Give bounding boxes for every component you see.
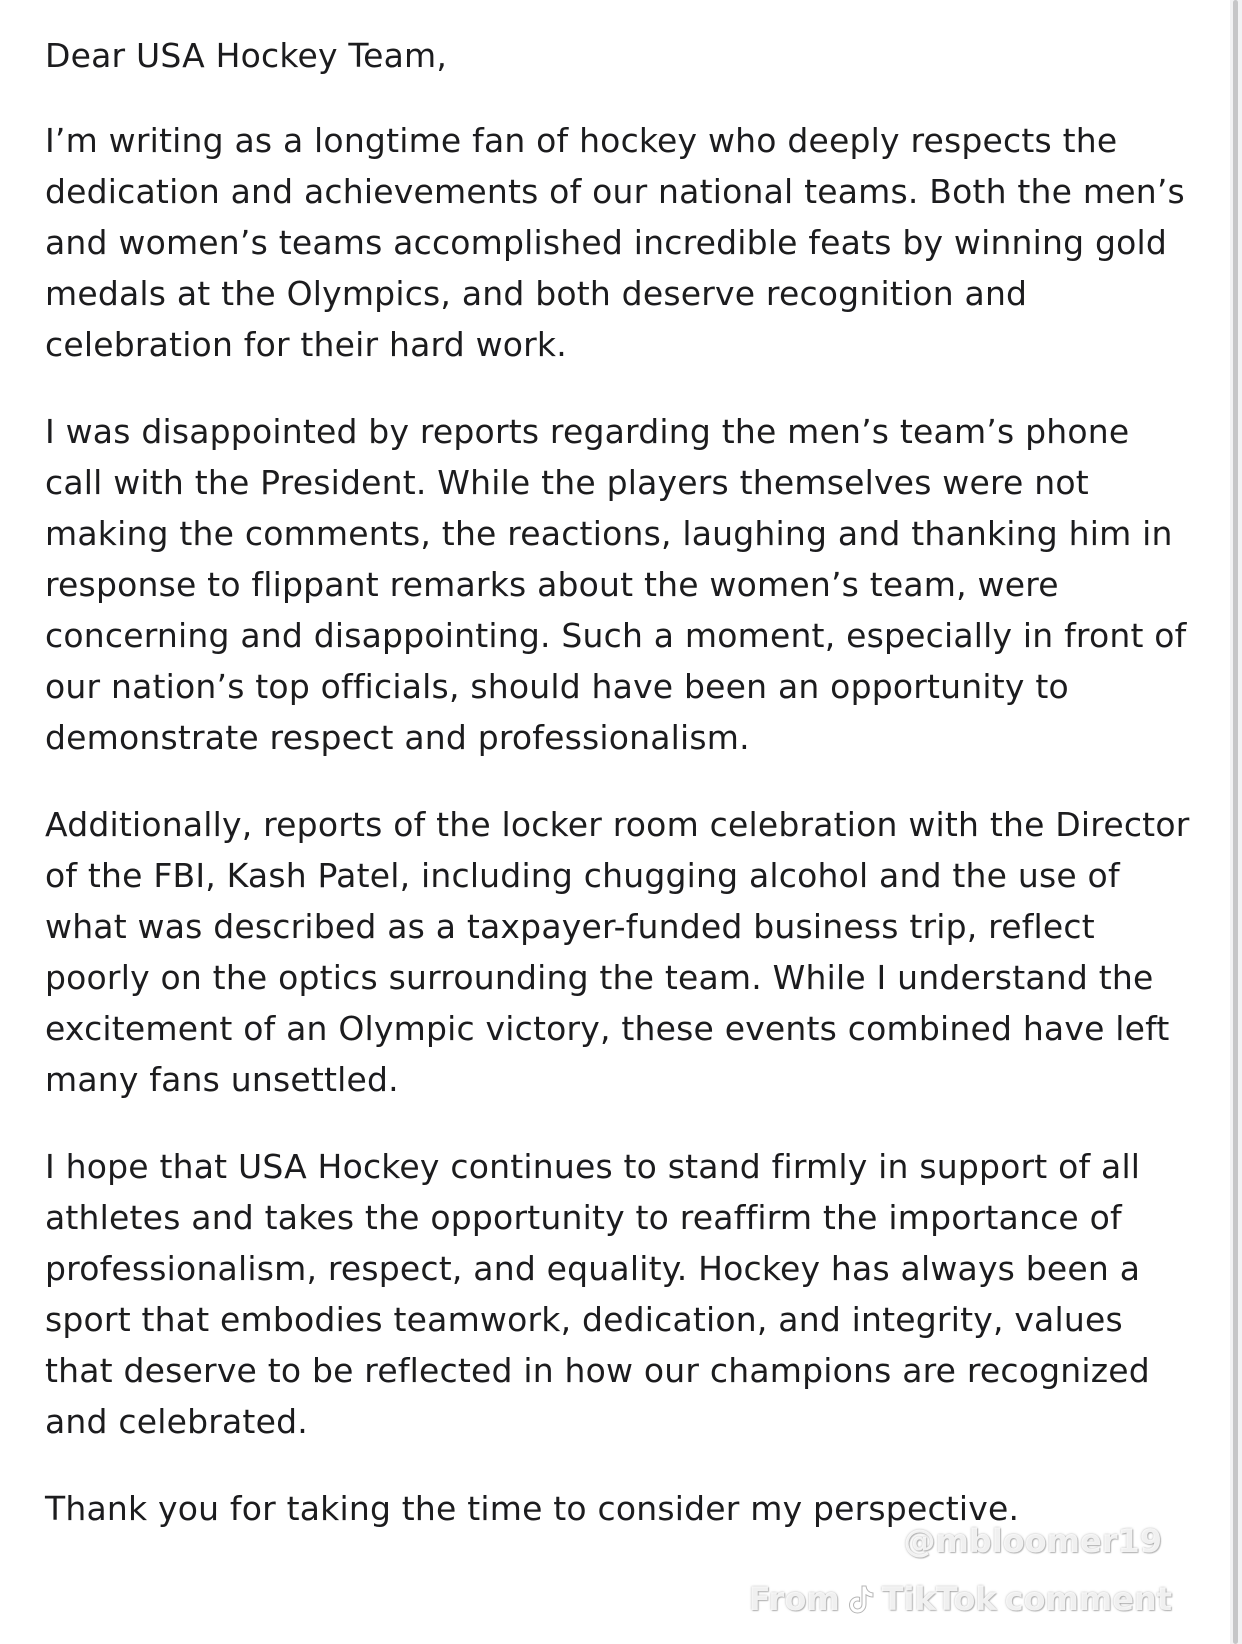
letter-greeting: Dear USA Hockey Team, xyxy=(45,36,448,75)
letter-paragraph-4: I hope that USA Hockey continues to stand firmly in support of all athletes and takes the opportunity to reaffirm the importance of professionalism, respect, and equality. Hockey has always been a sport that embodies teamwork, dedication, and integrity, values that deserve to be reflected in how our champions are recognized and celebrated. xyxy=(45,1147,1150,1441)
letter-closing: Thank you for taking the time to consider my perspective. xyxy=(45,1489,1020,1528)
scrollbar-track[interactable] xyxy=(1230,0,1242,1644)
letter-paragraph-1: I’m writing as a longtime fan of hockey who deeply respects the dedication and achievements of our national teams. Both the men’s and women’s teams accomplished incredible feats by winning gold medals at the Olympics, and both deserve recognition and celebration for their hard work. xyxy=(45,121,1185,364)
tiktok-logo-icon xyxy=(848,1584,874,1614)
watermark-handle: @mbloomer19 xyxy=(903,1522,1162,1560)
watermark-source-brand: TikTok xyxy=(881,1580,997,1618)
letter-paragraph-3: Additionally, reports of the locker room celebration with the Director of the FBI, Kash Patel, including chugging alcohol and the use of what was described as a taxpayer-funded business trip, reflect poorly on the optics surrounding the team. While I understand the excitement of an Olympic victory, these events combined have left many fans unsettled. xyxy=(45,805,1190,1099)
watermark-source-prefix: From xyxy=(748,1580,840,1618)
watermark-source xyxy=(749,1580,1172,1618)
scrollbar-thumb[interactable] xyxy=(1233,0,1238,1644)
letter-paragraph-2: I was disappointed by reports regarding the men’s team’s phone call with the President. While the players themselves were not making the comments, the reactions, laughing and thanking him in response to flippant remarks about the women’s team, were concerning and disappointing. Such a moment, especially in front of our nation’s top officials, should have been an opportunity to demonstrate respect and professionalism. xyxy=(45,412,1187,757)
letter-body xyxy=(45,30,1195,1534)
watermark-source-suffix: comment xyxy=(1004,1580,1172,1618)
